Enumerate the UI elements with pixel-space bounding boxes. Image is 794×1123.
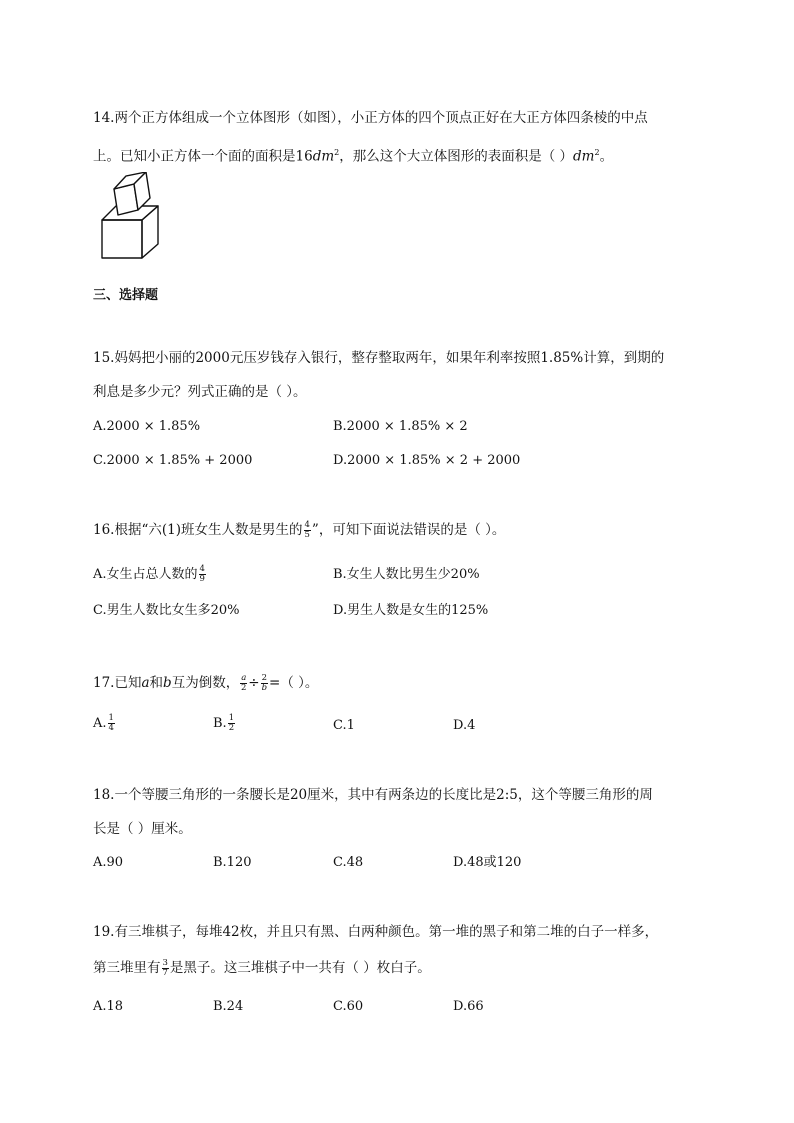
fraction: $\frac{4}{9}$ [199,564,205,584]
fraction: $\frac{3}{7}$ [162,958,168,978]
q19-line1: 19.有三堆棋子，每堆42枚，并且只有黑、白两种颜色。第一堆的黑子和第二堆的白子一样多， [93,924,659,940]
q18-option-a[interactable]: A.90 [93,855,124,870]
q15-option-b[interactable]: B.2000 × 1.85% × 2 [333,419,468,434]
q17-option-c[interactable]: C.1 [333,718,355,733]
big-cube-front [102,220,142,258]
q16-option-d[interactable]: D.男生人数是女生的125% [333,603,489,618]
q16-stem: 16.根据“六(1)班女生人数是男生的 $\frac{4}{5}$ ”，可知下面说法错误的是（ ）。 [93,520,506,540]
fraction: $\frac{4}{5}$ [304,520,310,540]
cube-figure [98,172,164,262]
q15-line2: 利息是多少元？列式正确的是（ ）。 [93,384,307,400]
fraction: $\frac{1}{4}$ [108,713,114,733]
q15-option-d[interactable]: D.2000 × 1.85% × 2 + 2000 [333,453,521,468]
q16-option-a[interactable]: A.女生占总人数的 $\frac{4}{9}$ [93,564,205,584]
q17-option-a[interactable]: A. $\frac{1}{4}$ [93,713,114,733]
q14-line1: 14.两个正方体组成一个立体图形（如图），小正方体的四个顶点正好在大正方体四条棱的中点 [93,110,648,126]
q15-option-c[interactable]: C.2000 × 1.85% + 2000 [93,453,253,468]
fraction: $\frac{a}{2}$ [241,673,247,693]
unit-dm: dm [312,148,335,165]
q17-stem: 17.已知a和b互为倒数， $\frac{a}{2}$ ÷ $\frac{2}{b}$ =（ ）。 [93,673,319,693]
q15-line1: 15.妈妈把小丽的2000元压岁钱存入银行，整存整取两年，如果年利率按照1.85%计算，到期的 [93,350,665,366]
q17-option-b[interactable]: B. $\frac{1}{2}$ [213,713,235,733]
fraction: $\frac{1}{2}$ [228,713,235,733]
q19-option-b[interactable]: B.24 [213,999,244,1014]
q18-line1: 18.一个等腰三角形的一条腰长是20厘米，其中有两条边的长度比是2:5，这个等腰三角形的周 [93,787,653,803]
q16-option-b[interactable]: B.女生人数比男生少20% [333,567,480,582]
q19-option-a[interactable]: A.18 [93,999,124,1014]
fraction: $\frac{2}{b}$ [261,673,268,693]
q17-option-d[interactable]: D.4 [453,718,476,733]
q15-option-a[interactable]: A.2000 × 1.85% [93,419,201,434]
q18-line2: 长是（ ）厘米。 [93,821,192,837]
q19-option-c[interactable]: C.60 [333,999,364,1014]
q18-option-c[interactable]: C.48 [333,855,364,870]
q14-line2: 上。已知小正方体一个面的面积是$16dm^2$，那么这个大立体图形的表面积是（ ）$dm^2$。 [93,148,614,165]
q19-option-d[interactable]: D.66 [453,999,484,1014]
section-title: 三、选择题 [93,288,159,303]
q19-line2: 第三堆里有 $\frac{3}{7}$ 是黑子。这三堆棋子中一共有（ ）枚白子。 [93,958,431,978]
q18-option-b[interactable]: B.120 [213,855,252,870]
big-cube-side [142,206,158,258]
q18-option-d[interactable]: D.48或120 [453,855,522,870]
q16-option-c[interactable]: C.男生人数比女生多20% [93,603,240,618]
